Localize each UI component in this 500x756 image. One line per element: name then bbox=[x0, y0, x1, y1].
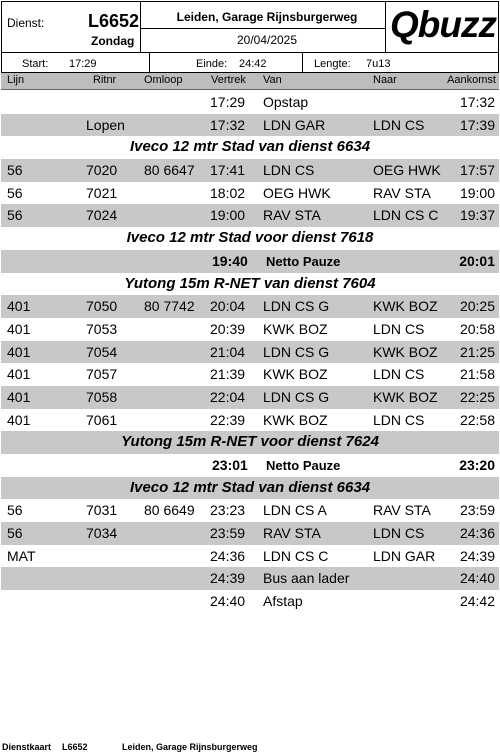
footer-code: L6652 bbox=[62, 742, 88, 752]
header-divider bbox=[302, 52, 303, 72]
trip-row bbox=[1, 409, 499, 432]
section-header bbox=[1, 431, 499, 454]
cell-omloop: 80 6647 bbox=[144, 162, 195, 179]
trip-row bbox=[1, 567, 499, 590]
pause-row bbox=[1, 454, 499, 477]
section-header bbox=[1, 477, 499, 500]
cell-vertrek: 22:04 bbox=[210, 388, 246, 405]
trip-row bbox=[1, 499, 499, 522]
cell-aankomst: 20:01 bbox=[459, 252, 495, 269]
cell-van: LDN CS C bbox=[263, 547, 329, 564]
cell-naar: OEG HWK bbox=[373, 162, 441, 179]
section-header bbox=[1, 227, 499, 250]
col-omloop: Omloop bbox=[144, 74, 183, 86]
service-date: 20/04/2025 bbox=[236, 33, 298, 47]
cell-aankomst: 22:58 bbox=[459, 411, 495, 428]
cell-naar: LDN CS bbox=[373, 366, 425, 383]
section-title: Yutong 15m R-NET van dienst 7604 bbox=[124, 274, 376, 292]
cell-naar: KWK BOZ bbox=[373, 343, 438, 360]
cell-ritnr: Lopen bbox=[86, 116, 125, 133]
cell-aankomst: 20:58 bbox=[459, 320, 495, 337]
cell-aankomst: 19:37 bbox=[459, 207, 495, 224]
schedule-table bbox=[1, 91, 499, 613]
trip-row bbox=[1, 522, 499, 545]
cell-lijn: 401 bbox=[7, 343, 31, 360]
header bbox=[1, 1, 499, 73]
start-value: 17:29 bbox=[69, 58, 97, 70]
col-van: Van bbox=[263, 74, 282, 86]
cell-vertrek: 23:59 bbox=[210, 525, 246, 542]
cell-lijn: 401 bbox=[7, 320, 31, 337]
section-title: Iveco 12 mtr Stad van dienst 6634 bbox=[129, 478, 371, 496]
cell-naar: LDN CS bbox=[373, 411, 425, 428]
cell-van: Opstap bbox=[263, 94, 309, 110]
trip-row bbox=[1, 114, 499, 137]
cell-aankomst: 24:40 bbox=[459, 570, 495, 587]
cell-van: KWK BOZ bbox=[263, 411, 328, 428]
cell-ritnr: 7034 bbox=[86, 525, 118, 542]
trip-row bbox=[1, 295, 499, 318]
cell-van: KWK BOZ bbox=[263, 366, 328, 383]
cell-aankomst: 23:59 bbox=[459, 502, 495, 519]
cell-ritnr: 7057 bbox=[86, 366, 118, 383]
header-divider bbox=[149, 52, 150, 72]
cell-ritnr: 7054 bbox=[86, 343, 118, 360]
cell-aankomst: 24:39 bbox=[459, 547, 495, 564]
garage-location: Leiden, Garage Rijnsburgerweg bbox=[176, 10, 358, 24]
cell-naar: LDN CS bbox=[373, 320, 425, 337]
cell-van: KWK BOZ bbox=[263, 320, 328, 337]
start-label: Start: bbox=[22, 58, 49, 70]
cell-vertrek: 22:39 bbox=[210, 411, 246, 428]
cell-van: OEG HWK bbox=[263, 184, 331, 201]
cell-vertrek: 19:40 bbox=[212, 252, 248, 269]
cell-omloop: 80 6649 bbox=[144, 502, 195, 519]
trip-row bbox=[1, 590, 499, 613]
cell-lijn: 56 bbox=[7, 525, 23, 542]
trip-row bbox=[1, 386, 499, 409]
einde-value: 24:42 bbox=[239, 58, 267, 70]
cell-van: LDN CS A bbox=[263, 502, 327, 519]
cell-van: LDN CS G bbox=[263, 298, 330, 315]
cell-naar: LDN CS bbox=[373, 116, 425, 133]
footer-location: Leiden, Garage Rijnsburgerweg bbox=[122, 742, 258, 752]
cell-vertrek: 23:23 bbox=[210, 502, 246, 519]
dienst-label: Dienst: bbox=[7, 16, 45, 30]
cell-lijn: 401 bbox=[7, 411, 31, 428]
trip-row bbox=[1, 204, 499, 227]
cell-ritnr: 7061 bbox=[86, 411, 118, 428]
col-aankomst: Aankomst bbox=[447, 74, 496, 86]
section-title: Iveco 12 mtr Stad van dienst 6634 bbox=[129, 138, 371, 156]
col-lijn: Lijn bbox=[7, 74, 25, 86]
cell-vertrek: 24:40 bbox=[210, 593, 246, 610]
cell-aankomst: 24:42 bbox=[459, 593, 495, 610]
cell-vertrek: 21:39 bbox=[210, 366, 246, 383]
pause-row bbox=[1, 250, 499, 273]
cell-aankomst: 22:25 bbox=[459, 388, 495, 405]
section-title: Iveco 12 mtr Stad voor dienst 7618 bbox=[126, 229, 374, 247]
cell-aankomst: 17:57 bbox=[459, 162, 495, 179]
header-divider bbox=[140, 28, 386, 29]
cell-aankomst: 21:25 bbox=[459, 343, 495, 360]
dienst-day: Zondag bbox=[91, 34, 135, 48]
cell-vertrek: 20:04 bbox=[210, 298, 246, 315]
cell-naar: LDN GAR bbox=[373, 547, 436, 564]
col-vertrek: Vertrek bbox=[211, 74, 246, 86]
cell-ritnr: 7050 bbox=[86, 298, 118, 315]
cell-van: Afstap bbox=[263, 593, 303, 610]
cell-naar: RAV STA bbox=[373, 184, 431, 201]
cell-aankomst: 17:32 bbox=[459, 94, 495, 110]
cell-van: Bus aan lader bbox=[263, 570, 350, 587]
cell-vertrek: 19:00 bbox=[210, 207, 246, 224]
cell-van: LDN CS G bbox=[263, 343, 330, 360]
cell-naar: KWK BOZ bbox=[373, 298, 438, 315]
cell-ritnr: 7024 bbox=[86, 207, 118, 224]
einde-label: Einde: bbox=[196, 58, 228, 70]
cell-aankomst: 19:00 bbox=[459, 184, 495, 201]
cell-lijn: 401 bbox=[7, 366, 31, 383]
trip-row bbox=[1, 159, 499, 182]
cell-vertrek: 17:41 bbox=[210, 162, 246, 179]
header-divider bbox=[2, 52, 498, 53]
cell-lijn: 56 bbox=[7, 162, 23, 179]
trip-row bbox=[1, 341, 499, 364]
trip-row bbox=[1, 318, 499, 341]
cell-aankomst: 20:25 bbox=[459, 298, 495, 315]
section-header bbox=[1, 136, 499, 159]
cell-van: LDN GAR bbox=[263, 116, 326, 133]
cell-vertrek: 23:01 bbox=[212, 457, 248, 473]
section-title: Yutong 15m R-NET voor dienst 7624 bbox=[121, 433, 379, 451]
cell-naar: LDN CS bbox=[373, 525, 425, 542]
cell-ritnr: 7053 bbox=[86, 320, 118, 337]
cell-ritnr: 7031 bbox=[86, 502, 118, 519]
cell-vertrek: 18:02 bbox=[210, 184, 246, 201]
cell-ritnr: 7058 bbox=[86, 388, 118, 405]
trip-row bbox=[1, 91, 499, 114]
lengte-value: 7u13 bbox=[366, 58, 391, 70]
cell-ritnr: 7021 bbox=[86, 184, 118, 201]
cell-naar: RAV STA bbox=[373, 502, 431, 519]
dienst-code: L6652 bbox=[88, 11, 140, 31]
trip-row bbox=[1, 182, 499, 205]
cell-vertrek: 20:39 bbox=[210, 320, 246, 337]
cell-naar: LDN CS C bbox=[373, 207, 439, 224]
cell-naar: KWK BOZ bbox=[373, 388, 438, 405]
cell-van: LDN CS bbox=[263, 162, 315, 179]
cell-lijn: 56 bbox=[7, 184, 23, 201]
cell-aankomst: 24:36 bbox=[459, 525, 495, 542]
section-header bbox=[1, 273, 499, 296]
footer-title: Dienstkaart bbox=[2, 742, 52, 752]
lengte-label: Lengte: bbox=[314, 58, 351, 70]
cell-van: LDN CS G bbox=[263, 388, 330, 405]
header-divider bbox=[385, 2, 386, 52]
trip-row bbox=[1, 363, 499, 386]
cell-lijn: 56 bbox=[7, 502, 23, 519]
cell-ritnr: 7020 bbox=[86, 162, 118, 179]
cell-omloop: 80 7742 bbox=[144, 298, 195, 315]
cell-lijn: 56 bbox=[7, 207, 23, 224]
trip-row bbox=[1, 545, 499, 568]
cell-vertrek: 21:04 bbox=[210, 343, 246, 360]
col-naar: Naar bbox=[373, 74, 397, 86]
cell-van: RAV STA bbox=[263, 207, 321, 224]
cell-lijn: 401 bbox=[7, 388, 31, 405]
pause-label: Netto Pauze bbox=[266, 458, 341, 473]
cell-vertrek: 17:29 bbox=[210, 94, 246, 110]
cell-vertrek: 24:36 bbox=[210, 547, 246, 564]
cell-aankomst: 21:58 bbox=[459, 366, 495, 383]
cell-lijn: 401 bbox=[7, 298, 31, 315]
column-header bbox=[1, 73, 499, 90]
cell-aankomst: 17:39 bbox=[459, 116, 495, 133]
cell-vertrek: 24:39 bbox=[210, 570, 246, 587]
header-divider bbox=[140, 2, 141, 52]
pause-label: Netto Pauze bbox=[266, 253, 341, 269]
cell-van: RAV STA bbox=[263, 525, 321, 542]
col-ritnr: Ritnr bbox=[93, 74, 117, 86]
cell-vertrek: 17:32 bbox=[210, 116, 246, 133]
qbuzz-logo: Qbuzz bbox=[390, 4, 496, 45]
cell-lijn: MAT bbox=[7, 547, 36, 564]
cell-aankomst: 23:20 bbox=[459, 457, 495, 473]
